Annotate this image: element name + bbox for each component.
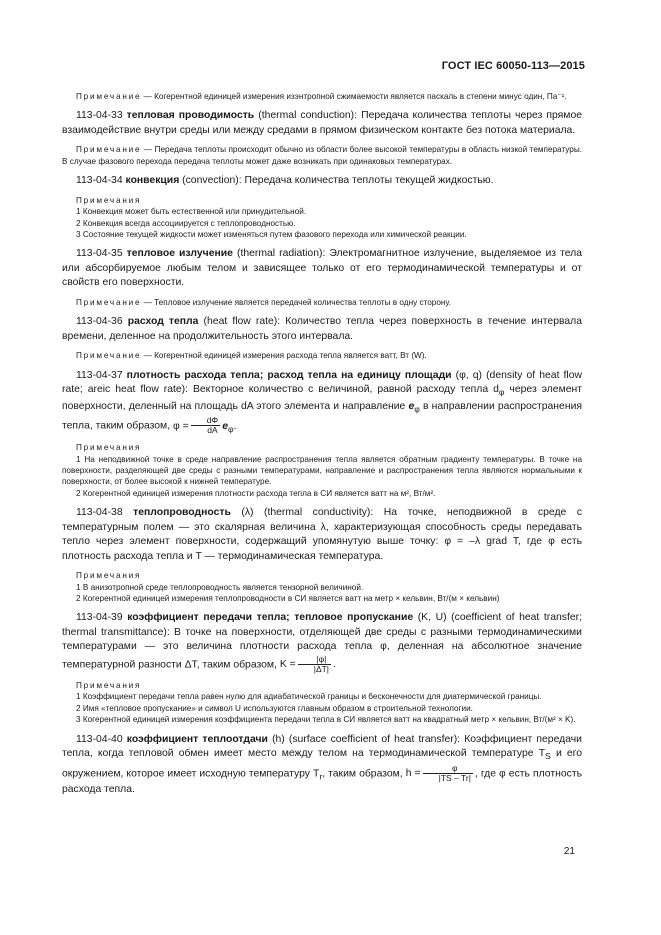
note-113-04-32: Примечание — Когерентной единицей измерения изэнтропной сжимаемости является паскаль в степени минус один, Па⁻¹. [76,92,567,101]
note-item: 2 Конвекция всегда ассоциируется с теплопроводностью. [76,218,296,228]
equation: K = $\frac{|\varphi|}{|\Delta T|}$ . [279,653,336,674]
term-entry-113-04-38: 113-04-38 теплопроводность (λ) (thermal conductivity): На точке, неподвижной в среде с температурным полем — это скалярная величина λ, характеризующая способность среды передавать тепло через элемент поверхности, содержащий упомянутую выше точку: φ = –λ grad T, где φ есть плотность расхода тепла и T — термодинамическая температура. [62,507,582,562]
term-entry-113-04-37: 113-04-37 плотность расхода тепла; расход тепла на единицу площади (φ, q) (density of heat flow rate; areic heat flow rate): Векторное количество с величиной, равной расходу тепла $d_\varphi$ через элемент поверхности, деленный на площадь dA этого элемента и направление $e_\varphi$ в направлении распространения тепла, таким образом, φ = $\frac{d\Phi}{dA}$ $e_\varphi$. [62,369,583,436]
term-name: тепловое излучение [126,248,233,260]
term-entry-113-04-35: 113-04-35 тепловое излучение (thermal radiation): Электромагнитное излучение, выделяемое из тела или абсорбируемое любым телом и зависящее только от его термодинамической температуры и от свойств его поверхности. [62,248,583,289]
equation: h = $\frac{\varphi}{|TS - Tr|}$ [405,762,471,783]
term-name: теплопроводность [133,507,231,519]
note-item: 1 Коэффициент передачи тепла равен нулю для адиабатической границы и бесконечности для диатермической границы. [76,692,542,702]
notes-heading: Примечания [76,443,142,453]
note-item: 3 Состояние текущей жидкости может изменяться путем фазового перехода или химической реакции. [76,229,467,239]
note-item: 1 На неподвижной точке в среде направление распространения тепла является обратным градиенту температуры. В точке на поверхности, разделяющей две среды с разными температурами, направление и распространения тепла являются нормальными к поверхности, от более высокой к нижней температуре. [62,454,582,487]
term-name: тепловая проводимость [126,110,255,122]
note-113-04-33: Примечание — Передача теплоты происходит обычно из области более высокой температуры в область низкой температуры. В случае фазового перехода передача теплоты может даже возникать при одинаковых температурах. [62,145,582,166]
equation: φ = $\frac{d\Phi}{dA}$ $e_\varphi$. [172,415,237,436]
note-item: 1 В анизотропной среде теплопроводность является тензорной величиной. [76,582,364,592]
term-entry-113-04-40: 113-04-40 коэффициент теплоотдачи (h) (surface coefficient of heat transfer): Коэффициент передачи тепла, когда тепловой обмен имеет место между телом на термодинамической температуре $T_S$ и его окружением, которое имеет исходную температуру $T_r$, таким образом, h = $\frac{\varphi}{|TS - Tr|}$ , где φ есть плотность расхода тепла. [62,733,582,796]
term-name: плотность расхода тепла; расход тепла на единицу площади [126,369,452,381]
term-name: расход тепла [127,316,199,328]
term-entry-113-04-39: 113-04-39 коэффициент передачи тепла; тепловое пропускание (K, U) (coefficient of heat transfer; thermal transmittance): В точке на поверхности, отделяющей две среды с разными термодинамическими температурами — это величина плотности расхода тепла φ, деленная на абсолютное значение температурной разности ΔT, таким образом, K = $\frac{|\varphi|}{|\Delta T|}$ . [62,612,583,674]
notes-heading: Примечания [76,571,142,581]
term-entry-113-04-34: 113-04-34 конвекция (convection): Передача количества теплоты текущей жидкостью. [76,175,494,187]
note-item: 3 Когерентной единицей измерения коэффициента передачи тепла в СИ является ватт на квадратный метр × кельвин, Вт/(м² × K). [76,715,576,725]
note-item: 2 Когерентной единицей измерения плотности расхода тепла в СИ является ватт на м², Вт/м². [76,488,436,498]
notes-heading: Примечания [76,195,142,205]
note-item: 2 Имя «тепловое пропускание» и символ U используются главным образом в строительной технологии. [76,703,473,713]
notes-heading: Примечания [76,680,142,690]
document-header: ГОСТ IEC 60050-113—2015 [441,60,585,72]
note-113-04-35: Примечание — Тепловое излучение является передачей количества теплоты в одну сторону. [76,297,451,307]
term-name: коэффициент теплоотдачи [126,733,268,745]
note-item: 1 Конвекция может быть естественной или принудительной. [76,207,307,217]
page-content [62,91,582,798]
term-entry-113-04-36: 113-04-36 расход тепла (heat flow rate): Количество тепла через поверхность в течение интервала времени, деленное на продолжительность этого интервала. [62,316,582,342]
page-number: 21 [563,846,575,857]
note-113-04-36: Примечание — Когерентной единицей измерения расхода тепла является ватт, Вт (W). [76,351,427,361]
term-name: конвекция [125,175,180,187]
term-name: коэффициент передачи тепла; тепловое пропускание [127,612,414,624]
note-item: 2 Когерентной единицей измерения теплопроводности в СИ является ватт на метр × кельвин, Вт/(м × кельвин) [76,593,500,603]
term-entry-113-04-33: 113-04-33 тепловая проводимость (thermal conduction): Передача количества теплоты через прямое взаимодействие внутри среды или между средами в прямом физическом контакте без потока материала. [62,110,582,136]
